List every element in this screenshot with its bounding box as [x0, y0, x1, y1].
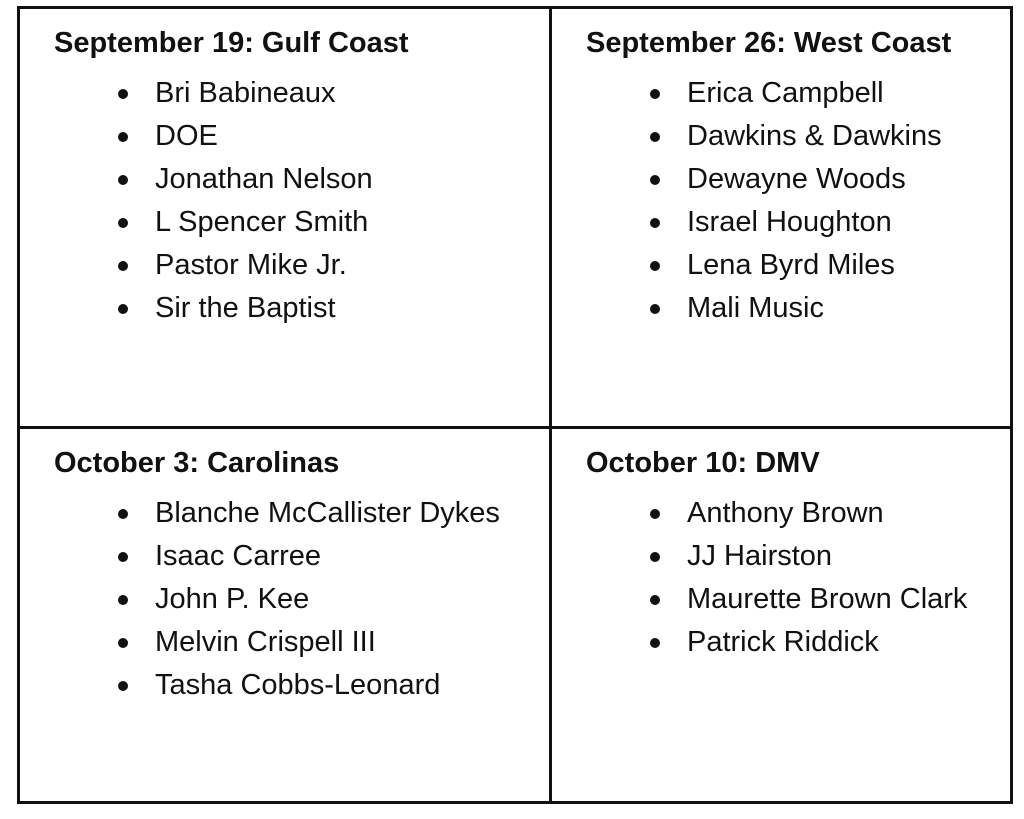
list-item: Tasha Cobbs-Leonard — [54, 664, 549, 707]
list-item: Blanche McCallister Dykes — [54, 492, 549, 535]
list-item: L Spencer Smith — [54, 201, 549, 244]
list-item: Melvin Crispell III — [54, 621, 549, 664]
list-item: Lena Byrd Miles — [586, 244, 1010, 287]
bullet-icon — [118, 552, 128, 562]
bullet-icon — [118, 218, 128, 228]
list-item: Dewayne Woods — [586, 158, 1010, 201]
list-item: Israel Houghton — [586, 201, 1010, 244]
schedule-cell-gulf-coast — [20, 9, 552, 429]
bullet-icon — [650, 304, 660, 314]
bullet-icon — [650, 132, 660, 142]
list-item: Mali Music — [586, 287, 1010, 330]
bullet-icon — [650, 175, 660, 185]
section-heading: September 26: West Coast — [586, 27, 952, 59]
list-item: Patrick Riddick — [586, 621, 1010, 664]
list-item: Sir the Baptist — [54, 287, 549, 330]
list-item: Dawkins & Dawkins — [586, 115, 1010, 158]
list-item: Anthony Brown — [586, 492, 1010, 535]
list-item: Jonathan Nelson — [54, 158, 549, 201]
name-list — [54, 72, 549, 330]
section-heading: September 19: Gulf Coast — [54, 27, 409, 59]
bullet-icon — [118, 509, 128, 519]
bullet-icon — [118, 681, 128, 691]
bullet-icon — [118, 304, 128, 314]
schedule-cell-carolinas — [20, 429, 552, 801]
list-item: Bri Babineaux — [54, 72, 549, 115]
name-list — [54, 492, 549, 707]
bullet-icon — [118, 261, 128, 271]
bullet-icon — [118, 132, 128, 142]
bullet-icon — [650, 552, 660, 562]
list-item: Isaac Carree — [54, 535, 549, 578]
list-item: Maurette Brown Clark — [586, 578, 1010, 621]
bullet-icon — [650, 218, 660, 228]
list-item: Erica Campbell — [586, 72, 1010, 115]
section-heading: October 10: DMV — [586, 447, 820, 479]
schedule-cell-dmv — [552, 429, 1010, 801]
bullet-icon — [118, 89, 128, 99]
bullet-icon — [650, 509, 660, 519]
bullet-icon — [118, 595, 128, 605]
bullet-icon — [650, 638, 660, 648]
name-list — [586, 492, 1010, 664]
list-item: JJ Hairston — [586, 535, 1010, 578]
list-item: John P. Kee — [54, 578, 549, 621]
section-heading: October 3: Carolinas — [54, 447, 340, 479]
schedule-table — [17, 6, 1013, 804]
list-item: DOE — [54, 115, 549, 158]
bullet-icon — [650, 261, 660, 271]
schedule-cell-west-coast — [552, 9, 1010, 429]
name-list — [586, 72, 1010, 330]
list-item: Pastor Mike Jr. — [54, 244, 549, 287]
bullet-icon — [650, 595, 660, 605]
bullet-icon — [118, 175, 128, 185]
bullet-icon — [650, 89, 660, 99]
bullet-icon — [118, 638, 128, 648]
